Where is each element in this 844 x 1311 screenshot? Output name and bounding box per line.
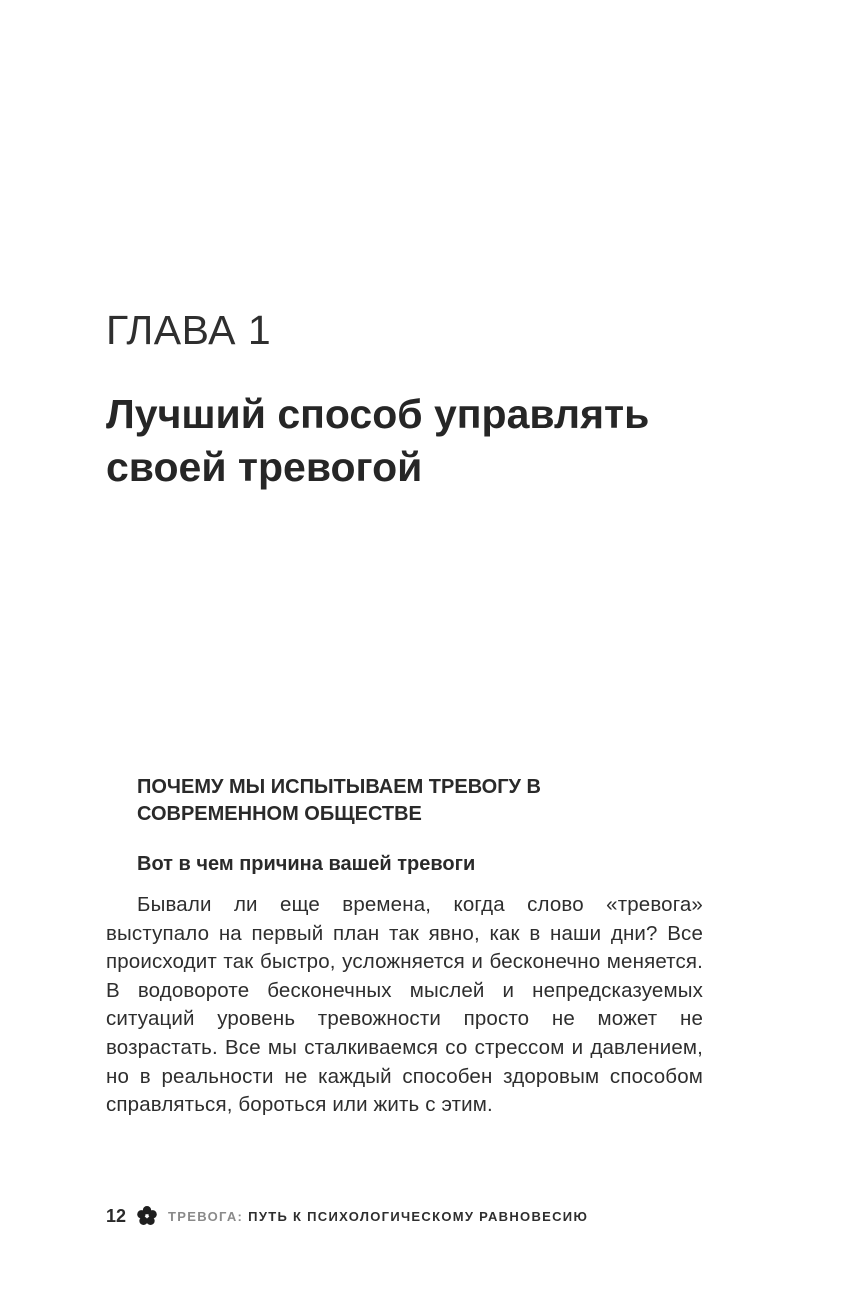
flower-icon [136,1205,158,1227]
running-title-accent: ТРЕВОГА: [168,1208,244,1224]
running-title [168,1209,588,1224]
page-footer [106,1203,588,1229]
running-title-rest: ПУТЬ К ПСИХОЛОГИЧЕСКОМУ РАВНОВЕСИЮ [248,1208,589,1224]
chapter-label: ГЛАВА 1 [106,307,272,353]
section-heading: ПОЧЕМУ МЫ ИСПЫТЫВАЕМ ТРЕВОГУ В СОВРЕМЕННОМ ОБЩЕСТВЕ [137,776,541,825]
chapter-title: Лучший способ управлять своей тревогой [106,391,650,490]
subheading: Вот в чем причина вашей тревоги [137,853,476,875]
page-number: 12 [106,1205,127,1226]
body-paragraph: Бывали ли еще времена, когда слово «тревога» выступало на первый план так явно, как в наши дни? Все происходит так быстро, усложняется и бесконечно меняется. В водовороте бесконечных мыслей и непредсказуемых ситуаций уровень тревожности просто не может не возрастать. Все мы сталкиваемся со стрессом и давлением, но в реальности не каждый способен здоровым способом справляться, бороться или жить с этим. [106,893,703,1117]
